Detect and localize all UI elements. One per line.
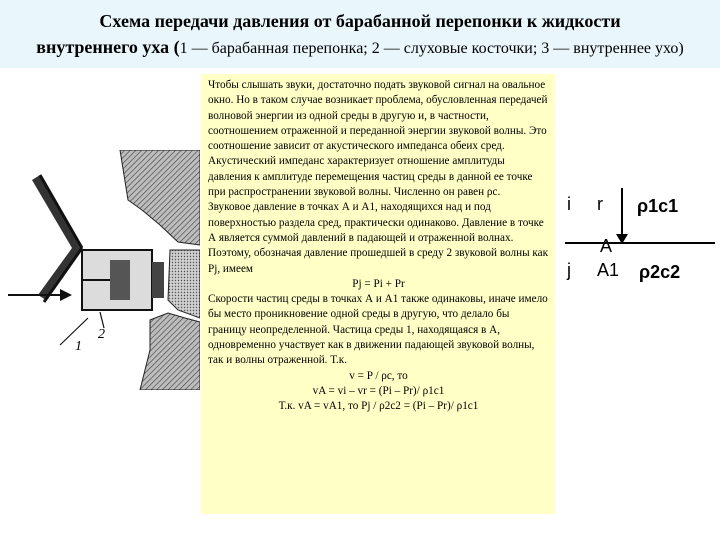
upper-bone-wall [120, 150, 200, 245]
inner-ear-region [168, 250, 200, 318]
point-A1: A1 [597, 260, 620, 280]
lower-bone-wall [140, 313, 200, 390]
title-bar [0, 0, 720, 68]
subtitle-bold: внутреннего уха ( [36, 37, 180, 57]
explanation-text-box [201, 74, 555, 514]
interface-diagram [555, 180, 720, 290]
point-A: A [600, 236, 613, 256]
paragraph-impedance: Чтобы слышать звуки, достаточно подать звуковой сигнал на овальное окно. Но в таком случае возникает проблема, обусловленная передачей волновой энергии из одной среды в другую и, в частности, соотношением отраженной и переданной энергии звуковой волны. Это соотношение зависит от акустического импеданса обеих сред. Акустический импеданс характеризует отношение амплитуды давления к амплитуде перемещения частиц среды в данной ее точке при распространении звуковой волны. Численно он равен ρc. [208, 79, 548, 199]
equation-va: vA = vi – vr = (Pi – Pr)/ ρ1c1 [312, 384, 445, 397]
equation-velocity: v = P / ρc, то [349, 369, 408, 382]
paragraph-velocity: Скорости частиц среды в точках А и А1 также одинаковы, иначе имело бы место проникновение одной среды в другую, что делало бы границу неопределенной. Частица среды 1, находящаяся в А, одновременно участвует как в движении падающей звуковой волны, так и волны отраженной. Т.к. [208, 293, 548, 367]
subtitle-legend: 1 — барабанная перепонка; 2 — слуховые косточки; 3 — внутреннее ухо) [179, 40, 684, 57]
medium1-impedance: ρ1c1 [637, 196, 679, 216]
symbol-j: j [567, 260, 571, 280]
medium2-impedance: ρ2c2 [639, 262, 681, 282]
slide-title: Схема передачи давления от барабанной перепонки к жидкости [99, 11, 621, 31]
paragraph-pressure: Звуковое давление в точках А и А1, находящихся над и под поверхностью раздела сред, практически одинаково. Давление в точке А является суммой давлений в падающей и отраженной волнах. Поэтому, обозначая давление прошедшей в среду 2 звуковой волны как Pj, имеем [208, 201, 549, 275]
equation-final: Т.к. vA = vA1, то Pj / ρ2c2 = (Pi – Pr)/ ρ1c1 [278, 400, 479, 413]
ear-pressure-figure [0, 150, 200, 390]
slide-subtitle [0, 36, 720, 60]
symbol-r: r [597, 194, 603, 214]
equation-pressure: Pj = Pi + Pr [352, 277, 405, 290]
figure-label-2: 2 [98, 327, 105, 342]
figure-label-1: 1 [75, 339, 82, 354]
symbol-i: i [567, 194, 571, 214]
